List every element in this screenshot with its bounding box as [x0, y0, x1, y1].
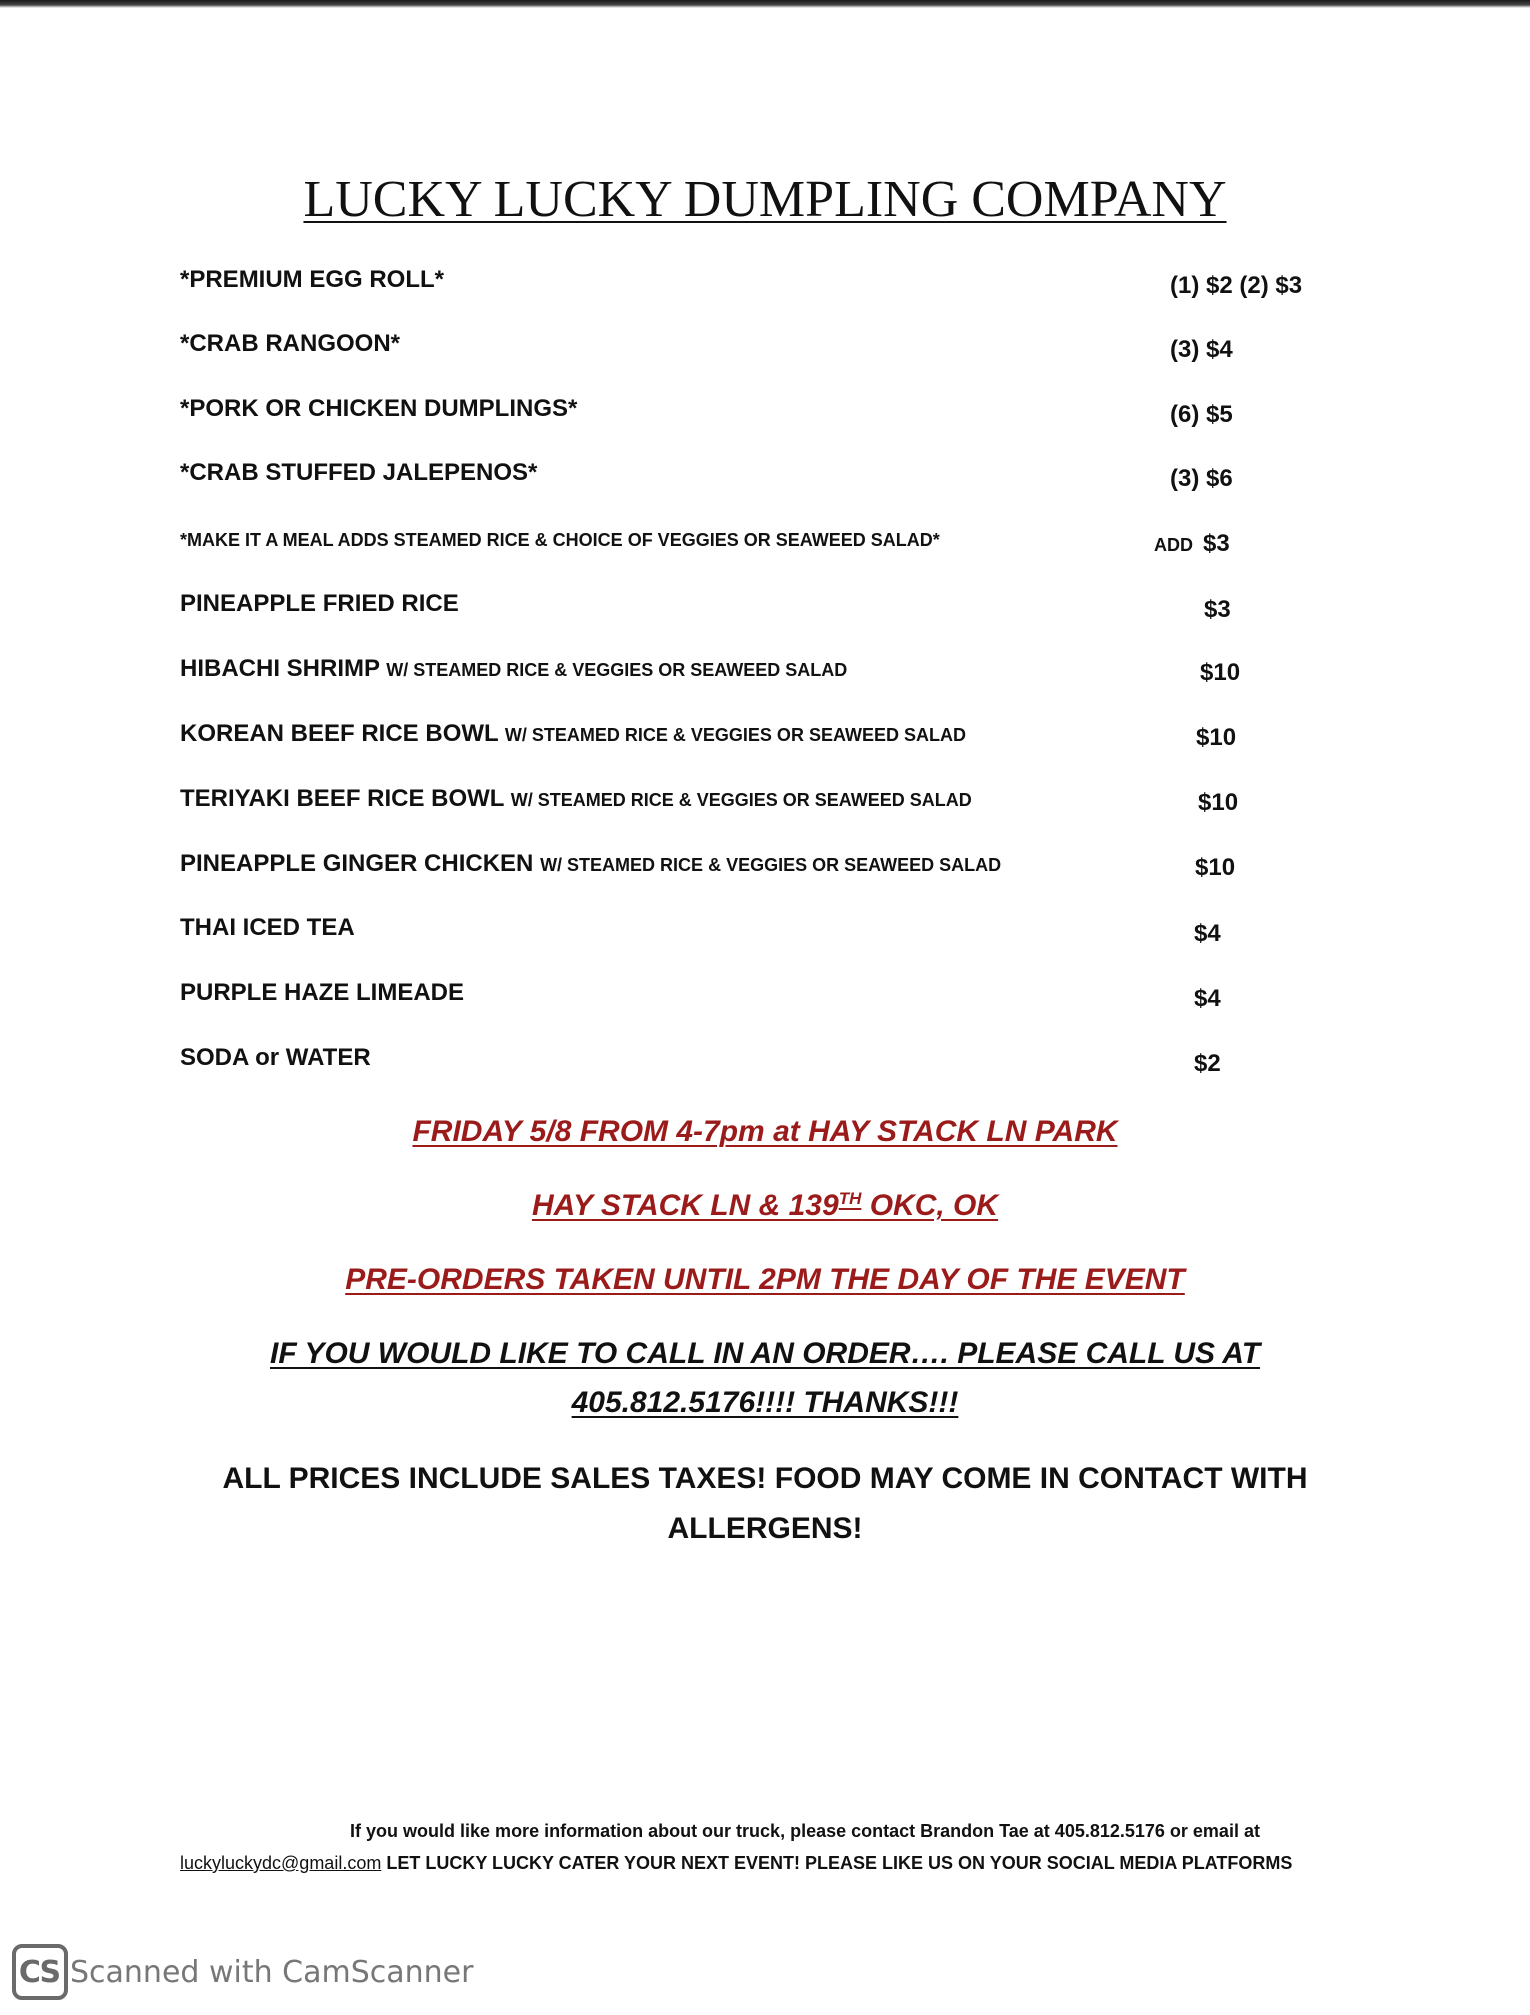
menu-item-detail: W/ STEAMED RICE & VEGGIES OR SEAWEED SALAD: [540, 855, 1002, 875]
menu-item-name: [180, 779, 972, 820]
footer-contact-line-1: If you would like more information about our truck, please contact Brandon Tae at 405.812.5176 or email at: [350, 1821, 1260, 1841]
menu-item-name: *MAKE IT A MEAL ADDS STEAMED RICE & CHOICE OF VEGGIES OR SEAWEED SALAD*: [180, 530, 940, 550]
call-order-line-1: IF YOU WOULD LIKE TO CALL IN AN ORDER…. PLEASE CALL US AT: [269, 1337, 1261, 1370]
menu-item-price: (3) $4: [1170, 336, 1233, 363]
menu-item-name: [180, 714, 966, 755]
event-location-street: HAY STACK LN & 139: [531, 1189, 839, 1222]
allergen-notice-line-2: ALLERGENS!: [667, 1512, 863, 1545]
menu-item-name: *PORK OR CHICKEN DUMPLINGS*: [180, 395, 578, 422]
menu-item-name: THAI ICED TEA: [180, 914, 355, 941]
footer-cater-text: LET LUCKY LUCKY CATER YOUR NEXT EVENT! PLEASE LIKE US ON YOUR SOCIAL MEDIA PLATFORMS: [381, 1853, 1293, 1873]
menu-item-name: *PREMIUM EGG ROLL*: [180, 266, 445, 293]
menu-item-detail: W/ STEAMED RICE & VEGGIES OR SEAWEED SALAD: [386, 660, 848, 680]
menu-item-detail: W/ STEAMED RICE & VEGGIES OR SEAWEED SALAD: [510, 790, 972, 810]
menu-item-price: (3) $6: [1170, 465, 1233, 492]
menu-item-title: KOREAN BEEF RICE BOWL: [180, 720, 499, 747]
menu-item: [0, 973, 1530, 1013]
camscanner-logo-icon: CS: [12, 1944, 68, 2000]
menu-item-price: (6) $5: [1170, 401, 1233, 428]
menu-item-name: *CRAB RANGOON*: [180, 330, 401, 357]
menu-item: [0, 324, 1530, 364]
page-title: LUCKY LUCKY DUMPLING COMPANY: [303, 171, 1227, 228]
menu-item-price: $10: [1195, 854, 1236, 881]
allergen-notice: [0, 1454, 1530, 1554]
footer-contact-line-2: [0, 1847, 1530, 1879]
menu-item: [0, 1038, 1530, 1078]
menu-item-name: PURPLE HAZE LIMEADE: [180, 979, 465, 1006]
menu-item-name: [180, 649, 847, 690]
menu-item-price: $10: [1200, 659, 1241, 686]
footer-contact: [0, 1815, 1530, 1879]
menu-item-title: PINEAPPLE GINGER CHICKEN: [180, 850, 534, 877]
menu-item: [0, 908, 1530, 948]
event-location-suffix: TH: [838, 1189, 862, 1208]
menu-item-name: [180, 844, 1001, 885]
menu-item-name: PINEAPPLE FRIED RICE: [180, 590, 459, 617]
menu-item: [0, 584, 1530, 624]
menu-item-price: $10: [1196, 724, 1237, 751]
menu-item: [0, 779, 1530, 819]
menu-item: [0, 520, 1530, 560]
menu-item-price: (1) $2 (2) $3: [1170, 272, 1303, 299]
event-date-time: FRIDAY 5/8 FROM 4-7pm at HAY STACK LN PARK: [412, 1115, 1118, 1148]
menu-item-title: TERIYAKI BEEF RICE BOWL: [180, 785, 505, 812]
menu-item-name: SODA or WATER: [180, 1044, 371, 1071]
event-location-city: OKC, OK: [861, 1189, 999, 1222]
menu-item: [0, 844, 1530, 884]
menu-item: [0, 260, 1530, 300]
menu-item-price: $2: [1194, 1050, 1221, 1077]
menu-item-price: $4: [1194, 985, 1221, 1012]
menu-item: [0, 714, 1530, 754]
menu-item-detail: W/ STEAMED RICE & VEGGIES OR SEAWEED SALAD: [504, 725, 966, 745]
menu-item-price-prefix: ADD: [1154, 535, 1193, 555]
menu-item-price: $10: [1198, 789, 1239, 816]
menu-item-title: HIBACHI SHRIMP: [180, 655, 380, 682]
menu-item-name: *CRAB STUFFED JALEPENOS*: [180, 459, 538, 486]
menu-item-price: $4: [1194, 920, 1221, 947]
event-location: [0, 1186, 1530, 1226]
call-order-line-2: 405.812.5176!!!! THANKS!!!: [571, 1386, 959, 1419]
camscanner-watermark: [12, 1940, 473, 2004]
menu-item: [0, 649, 1530, 689]
preorder-note: PRE-ORDERS TAKEN UNTIL 2PM THE DAY OF THE EVENT: [345, 1263, 1185, 1296]
camscanner-watermark-text: Scanned with CamScanner: [70, 1954, 474, 1990]
menu-item-price: $3: [1204, 596, 1231, 623]
menu-item: [0, 389, 1530, 429]
menu-item: [0, 453, 1530, 493]
contact-email-link[interactable]: luckyluckydc@gmail.com: [180, 1853, 382, 1873]
menu-item-price: [1154, 524, 1230, 565]
menu-item-price-value: $3: [1203, 530, 1230, 557]
allergen-notice-line-1: ALL PRICES INCLUDE SALES TAXES! FOOD MAY COME IN CONTACT WITH: [222, 1462, 1308, 1495]
